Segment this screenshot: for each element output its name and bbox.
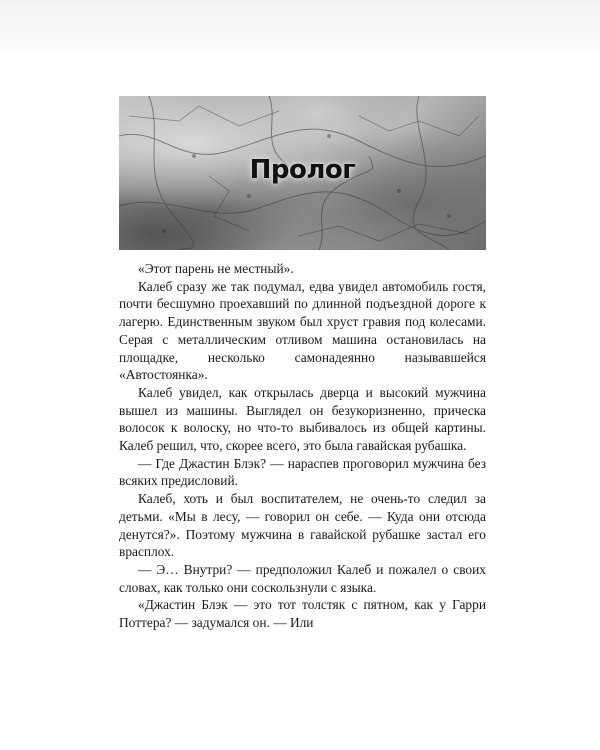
paragraph: «Этот парень не местный». bbox=[138, 261, 294, 276]
body-text bbox=[119, 260, 486, 632]
paragraph: — Э… Внутри? — предположил Калеб и пожалел о своих словах, как только они соскользнули с языка. bbox=[119, 561, 486, 595]
paragraph: Калеб сразу же так подумал, едва увидел автомобиль гостя, почти бесшумно проехавший по длинной подъездной дороге к лагерю. Единственным звуком был хруст гравия под колесами. Серая с металлическим отливом машина остановилась на площадке, несколько самонадеянно называвшейся «Автостоянка». bbox=[119, 278, 486, 383]
chapter-title: Пролог bbox=[249, 155, 356, 185]
paragraph: — Где Джастин Блэк? — нараспев проговорил мужчина без всяких предисловий. bbox=[119, 455, 486, 489]
paragraph: «Джастин Блэк — это тот толстяк с пятном, как у Гарри Поттера? — задумался он. — Или bbox=[119, 597, 486, 631]
paragraph: Калеб, хоть и был воспитателем, не очень-то следил за детьми. «Мы в лесу, — говорил он себе. — Куда они отсюда денутся?». Поэтому мужчина в гавайской рубашке застал его врасплох. bbox=[119, 491, 486, 560]
paragraph: Калеб увидел, как открылась дверца и высокий мужчина вышел из машины. Выглядел он безукоризненно, прическа волосок к волоску, но что-то выбивалось из общей картины. Калеб решил, что, скорее всего, это была гавайская рубашка. bbox=[119, 384, 486, 454]
chapter-banner bbox=[119, 96, 486, 250]
show-through-shading bbox=[0, 0, 600, 60]
